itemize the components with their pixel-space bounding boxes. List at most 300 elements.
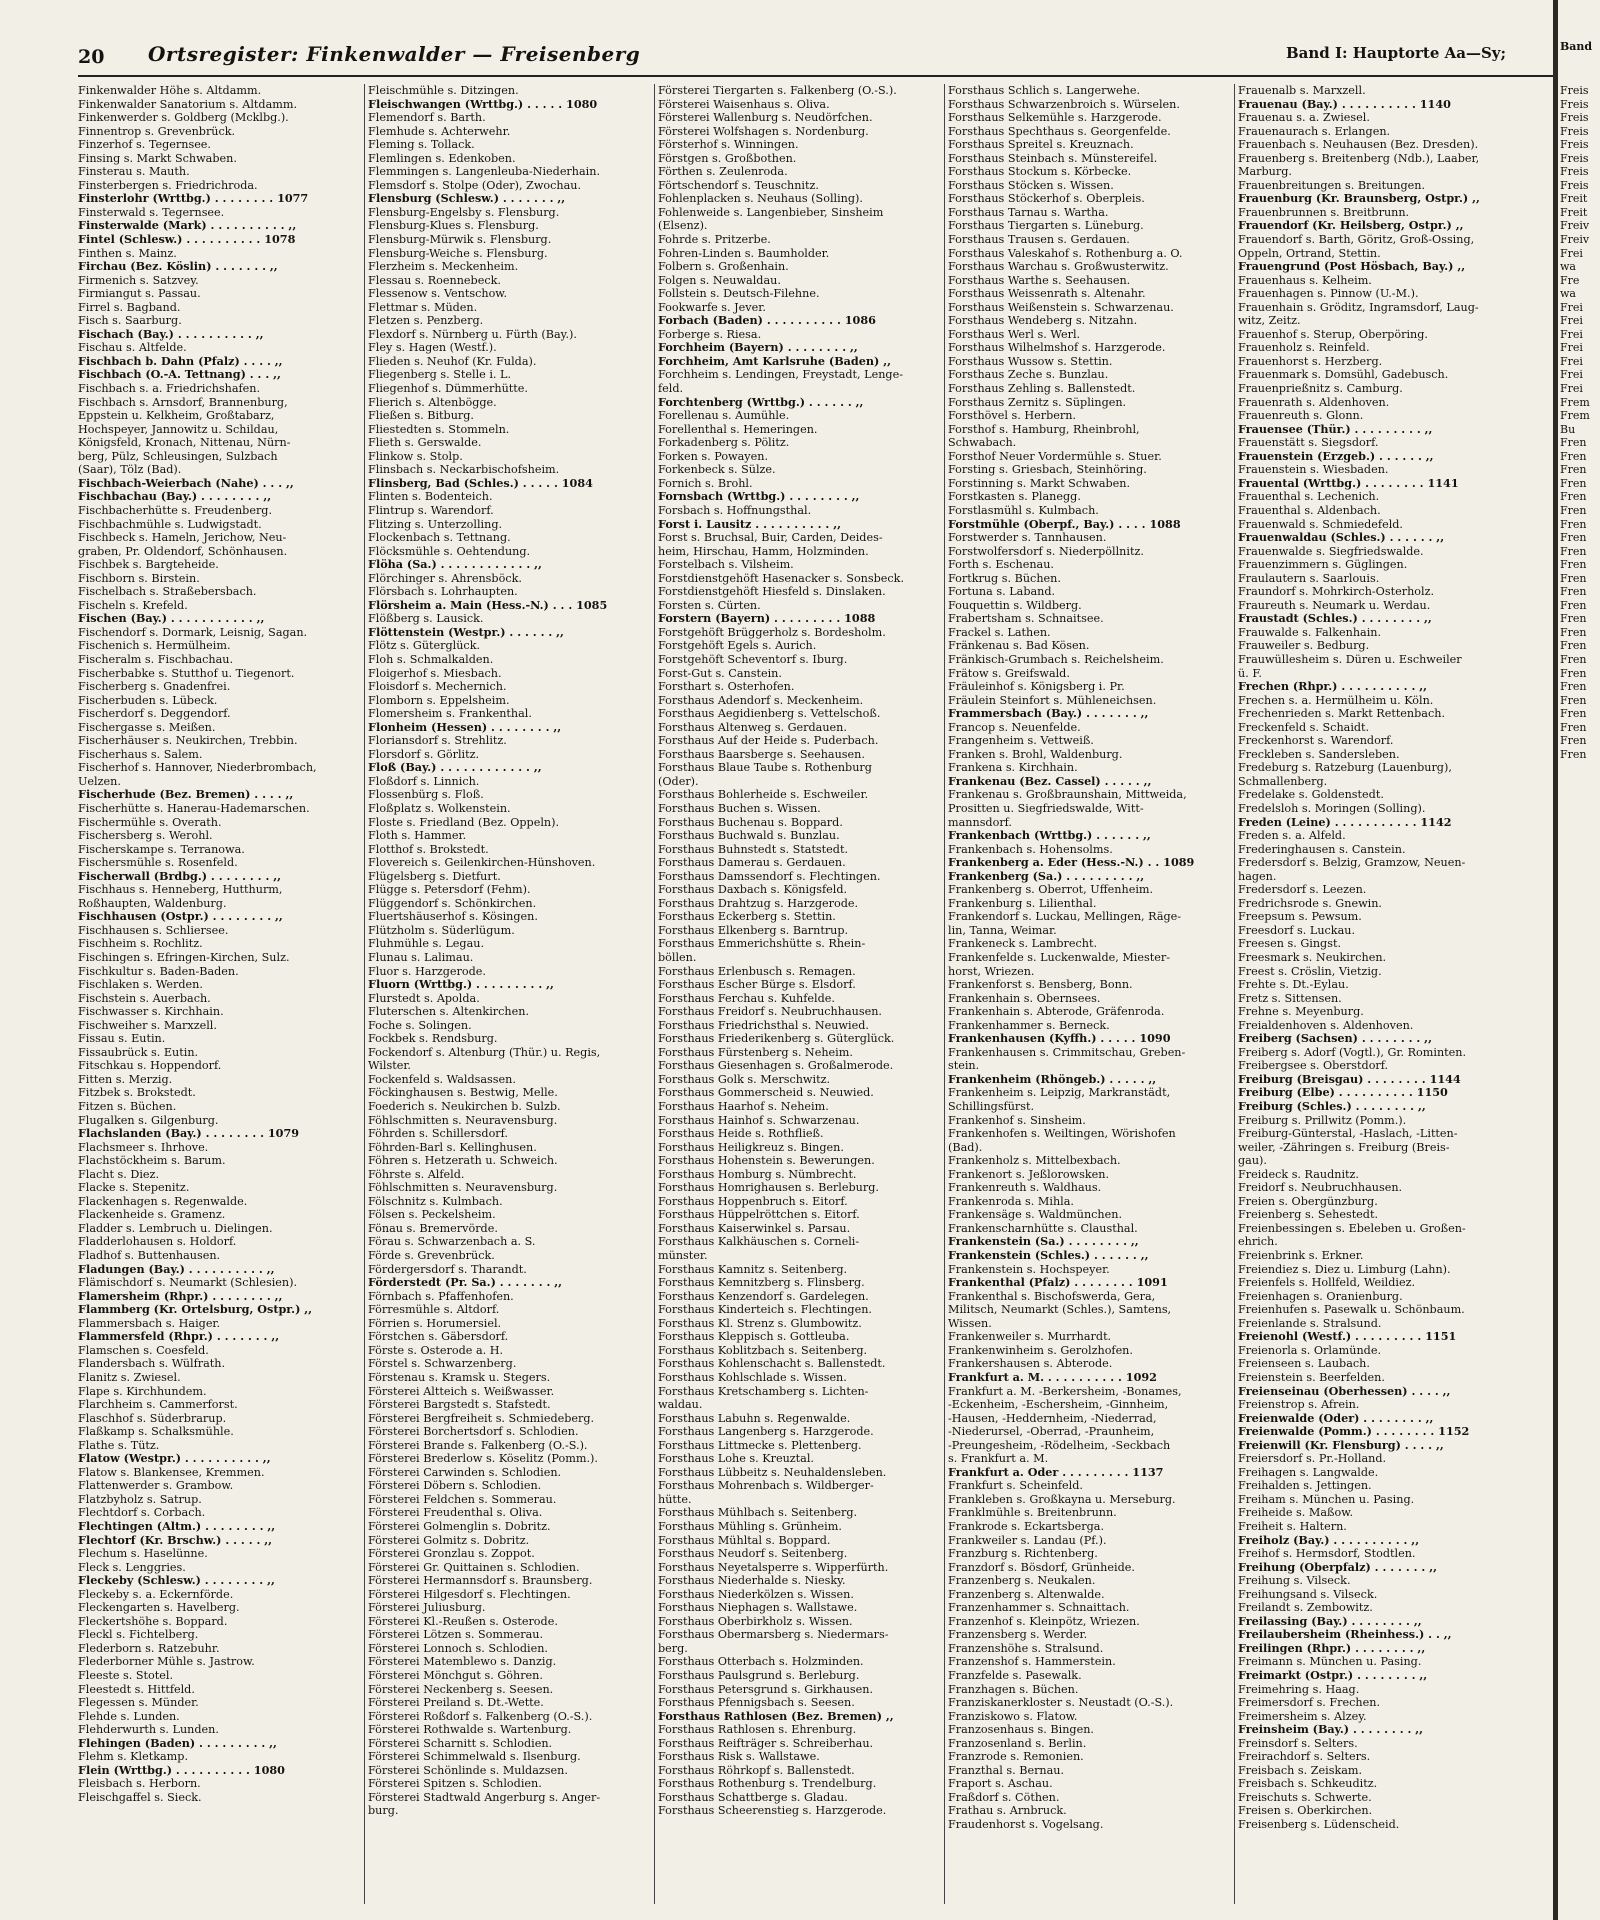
index-entry: Oppeln, Ortrand, Stettin. (1238, 246, 1381, 260)
index-entry: Freilingen (Rhpr.) . . . . . . . . ,, (1238, 1641, 1426, 1655)
index-entry: Försterei Gr. Quittainen s. Schlodien. (368, 1560, 580, 1574)
index-entry: Frechenrieden s. Markt Rettenbach. (1238, 707, 1445, 721)
index-entry: Franzenberg s. Altenwalde. (948, 1587, 1105, 1601)
index-entry: Freinsheim (Bay.) . . . . . . . . ,, (1238, 1723, 1424, 1737)
index-entry: Forsthaus Kemnitzberg s. Flinsberg. (658, 1276, 865, 1290)
index-entry: Försterei Brederlow s. Köselitz (Pomm.). (368, 1452, 598, 1466)
index-entry: Folgen s. Neuwaldau. (658, 273, 781, 287)
index-entry: Fintel (Schlesw.) . . . . . . . . . . 1078 (78, 233, 296, 247)
index-entry: Frankendorf s. Luckau, Mellingen, Räge- (948, 910, 1182, 924)
index-entry: Frauenwald s. Schmiedefeld. (1238, 517, 1403, 531)
index-entry: Fohrde s. Pritzerbe. (658, 233, 771, 247)
index-entry: weiler, -Zähringen s. Freiburg (Breis- (1238, 1140, 1450, 1154)
index-entry: Freienstrop s. Afrein. (1238, 1398, 1360, 1412)
index-entry: Marburg. (1238, 165, 1292, 179)
index-entry: Forsthaus Warchau s. Großwusterwitz. (948, 260, 1169, 274)
index-entry: Flackenheide s. Gramenz. (78, 1208, 226, 1222)
index-entry: Frauenau s. a. Zwiesel. (1238, 111, 1370, 125)
index-entry: Fördergersdorf s. Tharandt. (368, 1262, 527, 1276)
index-entry: Fischeln s. Krefeld. (78, 598, 188, 612)
index-entry: Flechum s. Haselünne. (78, 1547, 208, 1561)
index-entry: Fischersberg s. Werohl. (78, 829, 213, 843)
next-page-entry: Freis (1560, 111, 1589, 125)
index-entry: Frechen s. a. Hermülheim u. Köln. (1238, 693, 1434, 707)
index-entry: Freienseen s. Laubach. (1238, 1357, 1370, 1371)
index-entry: Flensburg-Weiche s. Flensburg. (368, 246, 548, 260)
index-entry: Flunau s. Lalimau. (368, 951, 474, 964)
index-entry: Försterei Hilgesdorf s. Flechtingen. (368, 1587, 571, 1601)
index-entry: Fränkisch-Grumbach s. Reichelsheim. (948, 652, 1164, 666)
index-entry: Flederborner Mühle s. Jastrow. (78, 1655, 255, 1669)
index-entry: Forstmühle (Oberpf., Bay.) . . . . 1088 (948, 517, 1181, 531)
page-title: Ortsregister: Finkenwalder — Freisenberg (148, 42, 641, 66)
index-entry: Frankweiler s. Landau (Pf.). (948, 1533, 1107, 1547)
index-entry: Forsthaus Heiligkreuz s. Bingen. (658, 1140, 844, 1154)
index-entry: Frauenbrunnen s. Breitbrunn. (1238, 205, 1410, 219)
next-page-entry: Freiv (1560, 219, 1590, 233)
index-entry: Flemmingen s. Langenleuba-Niederhain. (368, 165, 600, 179)
index-entry: Freihagen s. Langwalde. (1238, 1465, 1379, 1479)
index-entry: Fischermühle s. Overath. (78, 815, 222, 829)
index-entry: Frauenhaus s. Kelheim. (1238, 273, 1372, 287)
index-entry: Frauendorf s. Barth, Göritz, Groß-Ossing, (1238, 233, 1475, 247)
index-entry: Forsthaus Kalkhäuschen s. Corneli- (658, 1235, 860, 1249)
index-entry: Forsthaus Giesenhagen s. Großalmerode. (658, 1059, 894, 1073)
index-entry: Fredrichsrode s. Gnewin. (1238, 896, 1382, 910)
index-entry: Foche s. Solingen. (368, 1018, 472, 1032)
index-entry: Forsthaus Scheerenstieg s. Harzgerode. (658, 1804, 887, 1818)
index-entry: Forsthaus Stöckerhof s. Oberpleis. (948, 192, 1145, 206)
index-entry: Forsthaus Elkenberg s. Barntrup. (658, 923, 849, 937)
index-entry: Förthen s. Zeulenroda. (658, 165, 788, 179)
index-entry: Finkenwalder Sanatorium s. Altdamm. (78, 97, 298, 111)
index-entry: Fischbacherhütte s. Freudenberg. (78, 503, 273, 517)
index-entry: Forstdienstgehöft Hiesfeld s. Dinslaken. (658, 585, 886, 599)
index-entry: Forsthaus Mühling s. Grünheim. (658, 1519, 842, 1533)
index-entry: Frankershausen s. Abterode. (948, 1357, 1113, 1371)
index-entry: Frankenweiler s. Murrhardt. (948, 1330, 1112, 1344)
next-page-entry: wa (1560, 287, 1576, 301)
index-entry: graben, Pr. Oldendorf, Schönhausen. (78, 544, 288, 558)
index-entry: Förtschendorf s. Teuschnitz. (658, 178, 819, 192)
index-entry: horst, Wriezen. (948, 964, 1035, 978)
index-entry: Frankenstein (Sa.) . . . . . . . . ,, (948, 1235, 1139, 1249)
index-entry: Fletzen s. Penzberg. (368, 314, 484, 328)
index-entry: Fraßdorf s. Cöthen. (948, 1790, 1060, 1804)
index-entry: Flinten s. Bodenteich. (368, 490, 493, 504)
index-entry: Freiburg-Günterstal, -Haslach, -Litten- (1238, 1127, 1458, 1141)
index-entry: Flinsberg, Bad (Schles.) . . . . . 1084 (368, 476, 593, 490)
index-entry: Wilster. (368, 1059, 411, 1073)
index-entry: Forstern (Bayern) . . . . . . . . . 1088 (658, 612, 876, 626)
index-entry: Frankenau (Bez. Cassel) . . . . . ,, (948, 774, 1152, 788)
next-page-entry: Fren (1560, 585, 1587, 599)
index-entry: Hochspeyer, Jannowitz u. Schildau, (78, 422, 279, 436)
index-entry: Forsthaus Labuhn s. Regenwalde. (658, 1411, 851, 1425)
index-entry: Flein (Wrttbg.) . . . . . . . . . . 1080 (78, 1763, 285, 1777)
index-entry: Frankfurt a. M. -Berkersheim, -Bonames, (948, 1384, 1182, 1398)
index-entry: Fladungen (Bay.) . . . . . . . . . . ,, (78, 1262, 275, 1276)
next-page-entry: Fren (1560, 747, 1587, 761)
index-entry: Flovereich s. Geilenkirchen-Hünshoven. (368, 856, 596, 870)
index-entry: ü. F. (1238, 666, 1262, 680)
index-entry: Frankenberg a. Eder (Hess.-N.) . . 1089 (948, 856, 1195, 870)
index-entry: Flensburg-Mürwik s. Flensburg. (368, 233, 552, 247)
index-entry: Firmiangut s. Passau. (78, 287, 201, 301)
index-entry: Fleischwangen (Wrttbg.) . . . . . 1080 (368, 97, 598, 111)
index-entry: Schillingsfürst. (948, 1100, 1035, 1114)
index-entry: Fladhof s. Buttenhausen. (78, 1249, 221, 1263)
index-entry: Franziskowo s. Flatow. (948, 1709, 1078, 1723)
index-entry: Forsthaus Homburg s. Nümbrecht. (658, 1167, 857, 1181)
index-entry: Firchau (Bez. Köslin) . . . . . . . ,, (78, 260, 278, 274)
index-entry: Forellenthal s. Hemeringen. (658, 422, 818, 436)
index-entry: Fleckl s. Fichtelberg. (78, 1628, 199, 1642)
index-entry: Frauenthal s. Aldenbach. (1238, 503, 1381, 517)
index-entry: Fluorn (Wrttbg.) . . . . . . . . . ,, (368, 978, 554, 992)
index-entry: Finsing s. Markt Schwaben. (78, 151, 237, 165)
index-entry: hagen. (1238, 869, 1277, 883)
next-page-entry: wa (1560, 260, 1576, 274)
index-entry: Fischbach s. Arnsdorf, Brannenburg, (78, 395, 288, 409)
index-entry: Flattenwerder s. Grambow. (78, 1479, 234, 1493)
index-entry: Freisbach s. Schkeuditz. (1238, 1777, 1378, 1791)
index-entry: (Elsenz). (658, 219, 708, 233)
index-entry: Forsthaus Bohlerheide s. Eschweiler. (658, 788, 869, 802)
index-entry: Försterei Golmitz s. Dobritz. (368, 1533, 530, 1547)
index-entry: Forth s. Eschenau. (948, 558, 1054, 572)
index-entry: Freilaubersheim (Rheinhess.) . . ,, (1238, 1628, 1452, 1642)
next-page-entry: Fren (1560, 436, 1587, 450)
index-entry: Fitzbek s. Brokstedt. (78, 1086, 196, 1100)
index-entry: Forsthart s. Osterhofen. (658, 680, 795, 694)
index-entry: Frehne s. Meyenburg. (1238, 1005, 1364, 1019)
index-entry: Franzosenland s. Berlin. (948, 1736, 1087, 1750)
index-entry: Försterei Schönlinde s. Muldazsen. (368, 1763, 568, 1777)
index-entry: Flegessen s. Münder. (78, 1696, 199, 1710)
index-entry: Freienohl (Westf.) . . . . . . . . . 1151 (1238, 1330, 1457, 1344)
index-entry: Forstgehöft Egels s. Aurich. (658, 639, 817, 653)
index-entry: Frankenort s. Jeßlorowsken. (948, 1167, 1110, 1181)
index-entry: Finkenwalder Höhe s. Altdamm. (78, 84, 262, 97)
index-entry: Flötz s. Güterglück. (368, 639, 481, 653)
index-entry: Forsbach s. Hoffnungsthal. (658, 503, 812, 517)
index-entry: Forstelbach s. Vilsheim. (658, 558, 794, 572)
index-entry: Forsthaus Erlenbusch s. Remagen. (658, 964, 856, 978)
index-entry: Fohlenplacken s. Neuhaus (Solling). (658, 192, 863, 206)
index-entry: Forsthaus Stockum s. Körbecke. (948, 165, 1132, 179)
index-entry: Forsthaus Warthe s. Seehausen. (948, 273, 1131, 287)
index-entry: Forchtenberg (Wrttbg.) . . . . . . ,, (658, 395, 864, 409)
index-entry: Fockendorf s. Altenburg (Thür.) u. Regis, (368, 1045, 601, 1059)
index-entry: Flotthof s. Brokstedt. (368, 842, 489, 856)
next-page-entry: Fren (1560, 517, 1587, 531)
index-entry: Fitten s. Merzig. (78, 1072, 173, 1086)
next-page-entry: Freis (1560, 151, 1589, 165)
index-entry: Fischerskampe s. Terranowa. (78, 842, 245, 856)
index-entry: Förde s. Grevenbrück. (368, 1249, 495, 1263)
index-entry: Fornsbach (Wrttbg.) . . . . . . . . ,, (658, 490, 860, 504)
index-entry: Flachstöckheim s. Barum. (78, 1154, 226, 1168)
index-entry: Forst-Gut s. Canstein. (658, 666, 782, 680)
index-entry: -Eckenheim, -Eschersheim, -Ginnheim, (948, 1398, 1169, 1412)
index-entry: Fleck s. Lenggries. (78, 1560, 186, 1574)
index-entry: Försterei Stadtwald Angerburg s. Anger- (368, 1790, 601, 1804)
index-entry: Fischersmühle s. Rosenfeld. (78, 856, 238, 870)
index-entry: Forken s. Powayen. (658, 449, 769, 463)
next-page-entry: Fren (1560, 544, 1587, 558)
index-entry: Forsthaus Röhrkopf s. Ballenstedt. (658, 1763, 855, 1777)
index-entry: Forsthaus Wilhelmshof s. Harzgerode. (948, 341, 1166, 355)
index-entry: (Saar), Tölz (Bad). (78, 463, 182, 477)
index-entry: Flachslanden (Bay.) . . . . . . . . 1079 (78, 1127, 300, 1141)
index-entry: Forstinning s. Markt Schwaben. (948, 476, 1131, 490)
next-page-entry: Fren (1560, 558, 1587, 572)
index-entry: Freimarkt (Ostpr.) . . . . . . . . ,, (1238, 1668, 1428, 1682)
next-page-entry: Frem (1560, 395, 1590, 409)
index-entry: Fockenfeld s. Waldsassen. (368, 1072, 516, 1086)
index-entry: Franzensberg s. Werder. (948, 1628, 1088, 1642)
index-entry: Freilandt s. Zembowitz. (1238, 1601, 1373, 1615)
index-entry: Fortkrug s. Büchen. (948, 571, 1061, 585)
index-entry: Flarchheim s. Cammerforst. (78, 1398, 238, 1412)
index-entry: Flehde s. Lunden. (78, 1709, 180, 1723)
index-entry: Fraustadt (Schles.) . . . . . . . . ,, (1238, 612, 1432, 626)
index-entry: Flensburg-Klues s. Flensburg. (368, 219, 539, 233)
index-entry: Fladderlohausen s. Holdorf. (78, 1235, 237, 1249)
index-entry: Fleckengarten s. Havelberg. (78, 1601, 240, 1615)
index-entry: Freienhagen s. Oranienburg. (1238, 1289, 1403, 1303)
index-entry: Fluterschen s. Altenkirchen. (368, 1005, 529, 1019)
index-entry: berg. (658, 1641, 688, 1655)
index-entry: mannsdorf. (948, 815, 1012, 829)
index-entry: Forsthaus Heide s. Rothfließ. (658, 1127, 824, 1141)
index-entry: Forsthövel s. Herbern. (948, 409, 1076, 423)
index-entry: Forsthof Neuer Vordermühle s. Stuer. (948, 449, 1162, 463)
index-entry: Fleestedt s. Hittfeld. (78, 1682, 195, 1696)
index-entry: Firmenich s. Satzvey. (78, 273, 199, 287)
index-entry: Forsthaus Otterbach s. Holzminden. (658, 1655, 864, 1669)
index-entry: Flemendorf s. Barth. (368, 111, 486, 125)
next-page-entry: Frei (1560, 246, 1583, 260)
index-entry: Forsthaus Hainhof s. Schwarzenau. (658, 1113, 860, 1127)
index-entry: Forberge s. Riesa. (658, 327, 762, 341)
index-entry: Fischerbabke s. Stutthof u. Tiegenort. (78, 666, 295, 680)
column-divider (654, 84, 655, 1904)
next-page-entry: Frei (1560, 327, 1583, 341)
index-entry: Finkenwerder s. Goldberg (Mcklbg.). (78, 111, 289, 125)
index-entry: Försterei Neckenberg s. Seesen. (368, 1682, 554, 1696)
index-entry: Forsthaus Kenzendorf s. Gardelegen. (658, 1289, 869, 1303)
index-entry: Forsthaus Buchwald s. Bunzlau. (658, 829, 840, 843)
next-page-entry: Freit (1560, 192, 1588, 206)
next-page-entry: Fren (1560, 531, 1587, 545)
index-entry: Försterei Preiland s. Dt.-Wette. (368, 1696, 544, 1710)
index-entry: Forsthaus Kohlenschacht s. Ballenstedt. (658, 1357, 886, 1371)
index-entry: hütte. (658, 1492, 692, 1506)
index-entry: Flockenbach s. Tettnang. (368, 531, 511, 545)
index-entry: Freienberg s. Sehestedt. (1238, 1208, 1379, 1222)
index-entry: Forsthaus Weissenrath s. Altenahr. (948, 287, 1146, 301)
index-entry: Frankenheim s. Leipzig, Markranstädt, (948, 1086, 1171, 1100)
next-page-entry: Fren (1560, 720, 1587, 734)
index-entry: Förderstedt (Pr. Sa.) . . . . . . . ,, (368, 1276, 563, 1290)
index-entry: Finnentrop s. Grevenbrück. (78, 124, 236, 138)
index-entry: Flechtdorf s. Corbach. (78, 1506, 206, 1520)
index-entry: Fisch s. Saarburg. (78, 314, 182, 328)
index-entry: Fleischmühle s. Ditzingen. (368, 84, 519, 97)
index-entry: Finsterlohr (Wrttbg.) . . . . . . . . 1077 (78, 192, 309, 206)
index-entry: Fraport s. Aschau. (948, 1777, 1053, 1791)
index-entry: Flehingen (Baden) . . . . . . . . . ,, (78, 1736, 277, 1750)
index-entry: Fredeburg s. Ratzeburg (Lauenburg), (1238, 761, 1452, 775)
index-entry: Freden (Leine) . . . . . . . . . . . 1142 (1238, 815, 1452, 829)
index-entry: Frankenhausen (Kyffh.) . . . . . 1090 (948, 1032, 1171, 1046)
index-entry: Fischingen s. Efringen-Kirchen, Sulz. (78, 951, 290, 964)
index-entry: Forsthaus Rathlosen s. Ehrenburg. (658, 1723, 857, 1737)
index-entry: Fischbach-Weierbach (Nahe) . . . ,, (78, 476, 294, 490)
index-entry: Fissaubrück s. Eutin. (78, 1045, 199, 1059)
index-entry: Frankeneck s. Lambrecht. (948, 937, 1098, 951)
index-entry: Forsthaus Haarhof s. Neheim. (658, 1100, 829, 1114)
next-page-entry: Freis (1560, 138, 1589, 152)
index-entry: Frankenburg s. Lilienthal. (948, 896, 1097, 910)
index-entry: Forsthaus Kleppisch s. Gottleuba. (658, 1330, 850, 1344)
index-entry: Forsthaus Aegidienberg s. Vettelschoß. (658, 707, 881, 721)
book-gutter (1553, 0, 1558, 1920)
index-column-1 (78, 84, 364, 1904)
index-entry: Fleisbach s. Herborn. (78, 1777, 201, 1791)
next-page-entry: Frem (1560, 409, 1590, 423)
index-entry: Forsthaus Trausen s. Gerdauen. (948, 233, 1130, 247)
index-entry: Frauenstein s. Wiesbaden. (1238, 463, 1389, 477)
index-entry: Försterei Bergfreiheit s. Schmiedeberg. (368, 1411, 595, 1425)
next-page-entry: Fren (1560, 707, 1587, 721)
index-entry: Forsthaus Buchenau s. Boppard. (658, 815, 843, 829)
index-entry: Freiburg (Schles.) . . . . . . . . ,, (1238, 1100, 1426, 1114)
index-entry: Fischach (Bay.) . . . . . . . . . . ,, (78, 327, 264, 341)
next-page-entry: Fren (1560, 449, 1587, 463)
index-entry: Fönau s. Bremervörde. (368, 1221, 498, 1235)
index-entry: Forsthaus Valeskahof s. Rothenburg a. O. (948, 246, 1183, 260)
index-entry: Forkenbeck s. Sülze. (658, 463, 776, 477)
index-entry: Freirachdorf s. Selters. (1238, 1750, 1371, 1764)
index-entry: Frankenau s. Großbraunshain, Mittweida, (948, 788, 1187, 802)
index-entry: Forstwerder s. Tannhausen. (948, 531, 1107, 545)
index-entry: Fischbek s. Bargteheide. (78, 558, 219, 572)
index-entry: Flinsbach s. Neckarbischofsheim. (368, 463, 560, 477)
index-entry: Fischwasser s. Kirchhain. (78, 1005, 224, 1019)
index-entry: stein. (948, 1059, 980, 1073)
index-entry: Fitzen s. Büchen. (78, 1100, 177, 1114)
index-entry: Firrel s. Bagband. (78, 300, 181, 314)
index-entry: Freienbrink s. Erkner. (1238, 1249, 1364, 1263)
index-entry: Flamersheim (Rhpr.) . . . . . . . . ,, (78, 1289, 283, 1303)
index-entry: Prositten u. Siegfriedswalde, Witt- (948, 801, 1144, 815)
index-entry: Uelzen. (78, 774, 121, 788)
index-entry: Fränkenau s. Bad Kösen. (948, 639, 1090, 653)
index-entry: feld. (658, 382, 684, 396)
index-entry: Forsthaus Hoppenbruch s. Eitorf. (658, 1194, 848, 1208)
index-entry: Flammersfeld (Rhpr.) . . . . . . . ,, (78, 1330, 280, 1344)
index-entry: Flurstedt s. Apolda. (368, 991, 480, 1005)
index-entry: Forsthaus Hohenstein s. Bewerungen. (658, 1154, 875, 1168)
index-entry: Freesen s. Gingst. (1238, 937, 1342, 951)
index-entry: Flügge s. Petersdorf (Fehm). (368, 883, 531, 897)
index-entry: s. Frankfurt a. M. (948, 1452, 1049, 1466)
index-entry: Frankenscharnhütte s. Clausthal. (948, 1221, 1138, 1235)
index-entry: Forsthaus Niederkölzen s. Wissen. (658, 1587, 854, 1601)
next-page-entry: Frei (1560, 341, 1583, 355)
index-entry: Forsthaus Hüppelröttchen s. Eitorf. (658, 1208, 860, 1222)
index-entry: Fischerhütte s. Hanerau-Hademarschen. (78, 801, 310, 815)
next-page-entry: Fren (1560, 503, 1587, 517)
index-entry: Forsthaus Freidorf s. Neubruchhausen. (658, 1005, 882, 1019)
index-entry: Frackel s. Lathen. (948, 625, 1051, 639)
index-entry: Fluertshäuserhof s. Kösingen. (368, 910, 538, 924)
index-entry: Freischuts s. Schwerte. (1238, 1790, 1372, 1804)
next-page-entry: Fre (1560, 273, 1580, 287)
index-entry: Freimann s. München u. Pasing. (1238, 1655, 1422, 1669)
index-entry: Franzenhammer s. Schnaittach. (948, 1601, 1130, 1615)
index-entry: Forsthaus Weißenstein s. Schwarzenau. (948, 300, 1174, 314)
index-entry: Forsthaus Niephagen s. Wallstawe. (658, 1601, 858, 1615)
index-entry: Frauenwaldau (Schles.) . . . . . . ,, (1238, 531, 1445, 545)
header-rule (78, 75, 1553, 77)
index-entry: Fölschnitz s. Kulmbach. (368, 1194, 503, 1208)
index-entry: Fischbach s. a. Friedrichshafen. (78, 382, 261, 396)
index-entry: Fleckeby s. a. Eckernförde. (78, 1587, 234, 1601)
index-entry: Flöcksmühle s. Oehtendung. (368, 544, 531, 558)
index-entry: Follstein s. Deutsch-Filehne. (658, 287, 820, 301)
index-entry: Frankenreuth s. Waldhaus. (948, 1181, 1102, 1195)
index-entry: Fließen s. Bitburg. (368, 409, 474, 423)
index-entry: Frauenbreitungen s. Breitungen. (1238, 178, 1426, 192)
index-entry: Fischlaken s. Werden. (78, 978, 203, 992)
index-entry: Försterei Wolfshagen s. Nordenburg. (658, 124, 869, 138)
index-entry: Flerzheim s. Meckenheim. (368, 260, 519, 274)
index-entry: Forkadenberg s. Pölitz. (658, 436, 790, 450)
index-entry: Försterei Matemblewo s. Danzig. (368, 1655, 557, 1669)
index-entry: Flemlingen s. Edenkoben. (368, 151, 516, 165)
index-entry: Frankenberg (Sa.) . . . . . . . . . ,, (948, 869, 1145, 883)
index-entry: Franzenshof s. Hammerstein. (948, 1655, 1116, 1669)
index-entry: Floriansdorf s. Strehlitz. (368, 734, 507, 748)
next-page-entry: Fren (1560, 625, 1587, 639)
index-entry: Forchheim (Bayern) . . . . . . . . ,, (658, 341, 858, 355)
index-entry: Fredersdorf s. Leezen. (1238, 883, 1367, 897)
index-entry: Försterei Schimmelwald s. Ilsenburg. (368, 1750, 581, 1764)
index-entry: Franzrode s. Remonien. (948, 1750, 1084, 1764)
page-number: 20 (78, 46, 105, 68)
index-entry: (Oder). (658, 774, 699, 788)
index-entry: Flatzbyholz s. Satrup. (78, 1492, 202, 1506)
index-entry: Flößberg s. Lausick. (368, 612, 484, 626)
index-entry: Freisen s. Oberkirchen. (1238, 1804, 1373, 1818)
next-page-entry: Fren (1560, 693, 1587, 707)
index-entry: Flieden s. Neuhof (Kr. Fulda). (368, 354, 537, 368)
index-entry: Fluor s. Harzgerode. (368, 964, 486, 978)
index-entry: Frathau s. Arnbruck. (948, 1804, 1067, 1818)
index-entry: Försterei Spitzen s. Schlodien. (368, 1777, 542, 1791)
index-entry: Forsthaus Spreitel s. Kreuznach. (948, 138, 1134, 152)
index-entry: Frankenstein s. Hochspeyer. (948, 1262, 1110, 1276)
index-entry: Forsthaus Buhnstedt s. Statstedt. (658, 842, 849, 856)
index-entry: Floisdorf s. Mechernich. (368, 680, 507, 694)
next-page-entry: Freiv (1560, 233, 1590, 247)
index-entry: Försterei Juliusburg. (368, 1601, 486, 1615)
index-entry: Frankenberg s. Oberrot, Uffenheim. (948, 883, 1154, 897)
